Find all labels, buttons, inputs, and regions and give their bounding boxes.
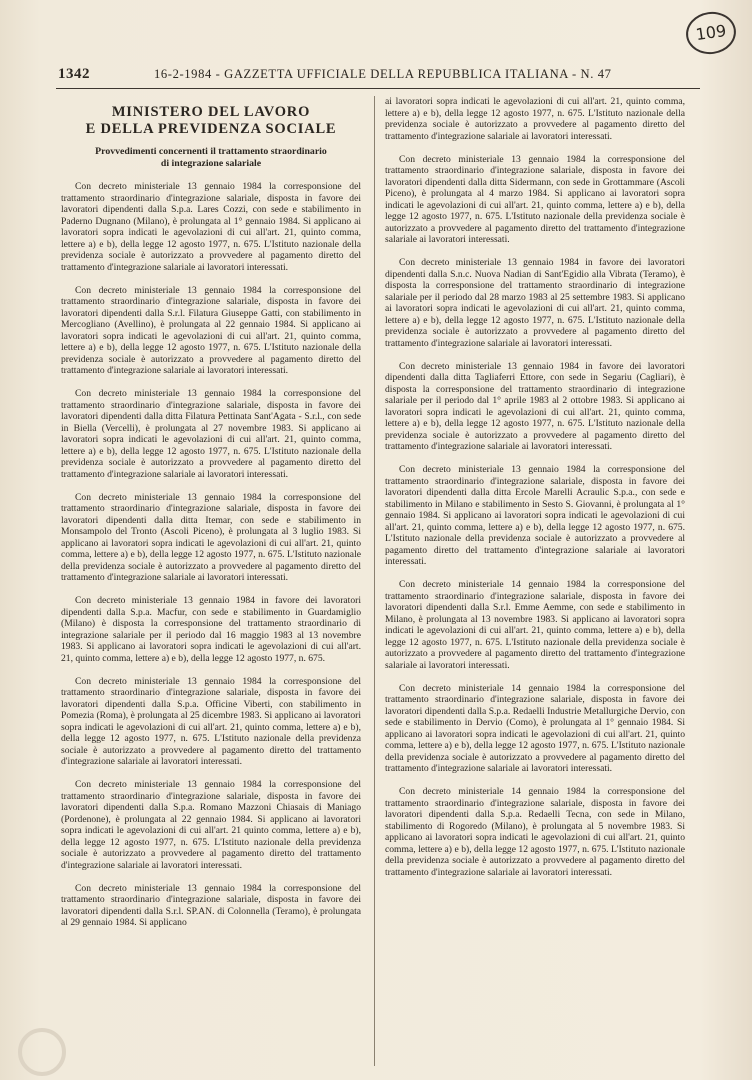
header-rule bbox=[56, 88, 700, 89]
decree-paragraph: Con decreto ministeriale 14 gennaio 1984 la corresponsione del trattamento straordinario d'integrazione salariale, disposta in favore dei lavoratori dipendenti dalla S.p.a. Redaelli Tecna, con sede in Milano, stabilimento di Rogoredo (Milano), è prolungata al 5 novembre 1983. Si applicano ai lavoratori sopra indicati le agevolazioni di cui all'art. 21, quinto comma, lettere a) e b), della legge 12 agosto 1977, n. 675. L'Istituto nazionale della previdenza sociale è autorizzato a provvedere al pagamento diretto del trattamento d'integrazione salariale ai lavoratori interessati. bbox=[385, 786, 685, 878]
section-subtitle-line-2: di integrazione salariale bbox=[160, 157, 262, 169]
section-subtitle bbox=[61, 146, 361, 169]
decree-paragraph-continued: ai lavoratori sopra indicati le agevolazioni di cui all'art. 21, quinto comma, lettere a) e b), della legge 12 agosto 1977, n. 675. L'Istituto nazionale della previdenza sociale è autorizzato a provvedere al pagamento diretto del trattamento d'integrazione salariale ai lavoratori interessati. bbox=[385, 96, 685, 142]
decree-paragraph: Con decreto ministeriale 13 gennaio 1984 la corresponsione del trattamento straordinario d'integrazione salariale, disposta in favore dei lavoratori dipendenti dalla ditta Filatura Pettinata Sant'Agata - S.r.l., con sede in Biella (Vercelli), è prolungata al 27 novembre 1983. Si applicano ai lavoratori sopra indicati le agevolazioni di cui all'art. 21, quinto comma, lettere a) e b), della legge 12 agosto 1977, n. 675. L'Istituto nazionale della previdenza sociale è autorizzato a provvedere al pagamento diretto del trattamento d'integrazione salariale ai lavoratori interessati. bbox=[61, 388, 361, 480]
decree-paragraph: Con decreto ministeriale 13 gennaio 1984 la corresponsione del trattamento straordinario d'integrazione salariale, disposta in favore dei lavoratori dipendenti dalla S.r.l. SP.AN. di Colonnella (Teramo), è prolungata al 29 gennaio 1984. Si applicano bbox=[61, 882, 361, 928]
decree-paragraph: Con decreto ministeriale 13 gennaio 1984 in favore dei lavoratori dipendenti dalla ditta Tagliaferri Ettore, con sede in Segariu (Cagliari), è disposta la corresponsione del trattamento straordinario di integrazione salariale per il periodo dal 1° aprile 1983 al 2 ottobre 1983. Si applicano ai lavoratori sopra indicati le agevolazioni di cui all'art. 21, quinto comma, lettere a) e b), della legge 12 agosto 1977, n. 675. L'Istituto nazionale della previdenza sociale è autorizzato a provvedere al pagamento diretto del trattamento d'integrazione salariale ai lavoratori interessati. bbox=[385, 360, 685, 452]
section-subtitle-line-1: Provvedimenti concernenti il trattamento straordinario bbox=[95, 146, 327, 157]
decree-paragraph: Con decreto ministeriale 13 gennaio 1984 la corresponsione del trattamento straordinario d'integrazione salariale, disposta in favore dei lavoratori dipendenti dalla ditta Ercole Marelli Acraulic S.p.a., con sede e stabilimento in Milano e stabilimento in Sesto S. Giovanni, è prolungata al 1° gennaio 1984. Si applicano ai lavoratori sopra indicati le agevolazioni di cui all'art. 21, quinto comma, lettere a) e b), della legge 12 agosto 1977, n. 675. L'Istituto nazionale della previdenza sociale è autorizzato a provvedere al pagamento diretto del trattamento d'integrazione salariale ai lavoratori interessati. bbox=[385, 464, 685, 567]
ministry-heading-line-2: E DELLA PREVIDENZA SOCIALE bbox=[85, 121, 337, 137]
watermark-ring bbox=[18, 1028, 66, 1076]
ministry-heading bbox=[61, 104, 361, 138]
decree-paragraph: Con decreto ministeriale 13 gennaio 1984 la corresponsione del trattamento straordinario d'integrazione salariale, disposta in favore dei lavoratori dipendenti dalla S.p.a. Officine Viberti, con stabilimento in Pomezia (Roma), è prolungata al 25 dicembre 1983. Si applicano ai lavoratori sopra indicati le agevolazioni di cui all'art. 21, quinto comma, lettere a) e b), della legge 12 agosto 1977, n. 675. L'Istituto nazionale della previdenza sociale è autorizzato a provvedere al pagamento diretto del trattamento d'integrazione salariale ai lavoratori interessati. bbox=[61, 675, 361, 767]
watermark-logo bbox=[4, 1000, 74, 1070]
column-divider bbox=[374, 96, 375, 1066]
decree-paragraph: Con decreto ministeriale 14 gennaio 1984 la corresponsione del trattamento straordinario d'integrazione salariale, disposta in favore dei lavoratori dipendenti dalla S.p.a. Redaelli Industrie Metallurgiche Dervio, con sede e stabilimento in Dervio (Como), è prolungata al 1° gennaio 1984. Si applicano ai lavoratori sopra indicati le agevolazioni di cui all'art. 21, quinto comma, lettere a) e b), della legge 12 agosto 1977, n. 675. L'Istituto nazionale della previdenza sociale è autorizzato a provvedere al pagamento diretto del trattamento d'integrazione salariale ai lavoratori interessati. bbox=[385, 682, 685, 774]
ministry-heading-line-1: MINISTERO DEL LAVORO bbox=[111, 104, 311, 120]
left-column bbox=[61, 96, 361, 940]
decree-paragraph: Con decreto ministeriale 13 gennaio 1984 la corresponsione del trattamento straordinario d'integrazione salariale, disposta in favore dei lavoratori dipendenti dalla ditta Itemar, con sede e stabilimento in Monsampolo del Tronto (Ascoli Piceno), è prolungata al 3 luglio 1983. Si applicano ai lavoratori sopra indicati le agevolazioni di cui all'art. 21, quinto comma, lettere a) e b), della legge 12 agosto 1977, n. 675. L'Istituto nazionale della previdenza sociale è autorizzato a provvedere al pagamento diretto del trattamento d'integrazione salariale ai lavoratori interessati. bbox=[61, 491, 361, 583]
decree-paragraph: Con decreto ministeriale 14 gennaio 1984 la corresponsione del trattamento straordinario d'integrazione salariale, disposta in favore dei lavoratori dipendenti dalla S.r.l. Emme Aemme, con sede e stabilimento in Milano, è prolungata al 13 novembre 1983. Si applicano ai lavoratori sopra indicati le agevolazioni di cui all'art. 21, quinto comma, lettere a) e b), della legge 12 agosto 1977, n. 675. L'Istituto nazionale della previdenza sociale è autorizzato a provvedere al pagamento diretto del trattamento d'integrazione salariale ai lavoratori interessati. bbox=[385, 579, 685, 671]
decree-paragraph: Con decreto ministeriale 13 gennaio 1984 in favore dei lavoratori dipendenti dalla S.p.a. Macfur, con sede e stabilimento in Guardamiglio (Milano) è disposta la corresponsione del trattamento straordinario di integrazione salariale per il periodo dal 16 maggio 1983 al 13 novembre 1983. Si applicano ai lavoratori sopra indicati le agevolazioni di cui all'art. 21, quinto comma, lettere a) e b), della legge 12 agosto 1977, n. 675. bbox=[61, 595, 361, 664]
running-head: 16-2-1984 - GAZZETTA UFFICIALE DELLA REPUBBLICA ITALIANA - N. 47 bbox=[154, 67, 612, 81]
decree-paragraph: Con decreto ministeriale 13 gennaio 1984 la corresponsione del trattamento straordinario d'integrazione salariale, disposta in favore dei lavoratori dipendenti dalla ditta Sidermann, con sede in Grottammare (Ascoli Piceno), è prolungata al 4 marzo 1984. Si applicano ai lavoratori sopra indicati le agevolazioni di cui all'art. 21, quinto comma, lettere a) e b), della legge 12 agosto 1977, n. 675. L'Istituto nazionale della previdenza sociale è autorizzato a provvedere al pagamento diretto del trattamento d'integrazione salariale ai lavoratori interessati. bbox=[385, 153, 685, 245]
handwritten-page-stamp: 109 bbox=[683, 9, 738, 58]
decree-paragraph: Con decreto ministeriale 13 gennaio 1984 la corresponsione del trattamento straordinario d'integrazione salariale, disposta in favore dei lavoratori dipendenti dalla S.r.l. Filatura Giuseppe Gatti, con stabilimento in Mercogliano (Avellino), è prolungata al 22 gennaio 1984. Si applicano ai lavoratori sopra indicati le agevolazioni di cui all'art. 21, quinto comma, lettere a) e b), della legge 12 agosto 1977, n. 675. L'Istituto nazionale della previdenza sociale è autorizzato a provvedere al pagamento diretto del trattamento d'integrazione salariale ai lavoratori interessati. bbox=[61, 284, 361, 376]
page-number: 1342 bbox=[58, 66, 90, 82]
right-column bbox=[385, 96, 685, 890]
decree-paragraph: Con decreto ministeriale 13 gennaio 1984 la corresponsione del trattamento straordinario d'integrazione salariale, disposta in favore dei lavoratori dipendenti dalla S.p.a. Romano Mazzoni Chiasais di Maniago (Pordenone), è prolungata al 22 gennaio 1984. Si applicano ai lavoratori sopra indicati le agevolazioni di cui all'art. 21 quinto comma, lettere a) e b), della legge 12 agosto 1977, n. 675. L'Istituto nazionale della previdenza sociale è autorizzato a provvedere al pagamento diretto del trattamento d'integrazione salariale ai lavoratori interessati. bbox=[61, 779, 361, 871]
decree-paragraph: Con decreto ministeriale 13 gennaio 1984 la corresponsione del trattamento straordinario d'integrazione salariale, disposta in favore dei lavoratori dipendenti dalla S.p.a. Lares Cozzi, con sede e stabilimento in Paderno Dugnano (Milano), è prolungata al 1° gennaio 1984. Si applicano ai lavoratori sopra indicati le agevolazioni di cui all'art. 21, quinto comma, lettere a) e b), della legge 12 agosto 1977, n. 675. L'Istituto nazionale della previdenza sociale è autorizzato a provvedere al pagamento diretto del trattamento d'integrazione salariale ai lavoratori interessati. bbox=[61, 181, 361, 273]
decree-paragraph: Con decreto ministeriale 13 gennaio 1984 in favore dei lavoratori dipendenti dalla S.n.c. Nuova Nadian di Sant'Egidio alla Vibrata (Teramo), è disposta la corresponsione del trattamento straordinario di integrazione salariale per il periodo dal 28 marzo 1983 al 25 settembre 1983. Si applicano ai lavoratori sopra indicati le agevolazioni di cui all'art. 21, quinto comma, lettere a) e b), della legge 12 agosto 1977, n. 675. L'Istituto nazionale della previdenza sociale è autorizzato a provvedere al pagamento diretto del trattamento d'integrazione salariale ai lavoratori interessati. bbox=[385, 257, 685, 349]
page-header bbox=[58, 66, 698, 86]
